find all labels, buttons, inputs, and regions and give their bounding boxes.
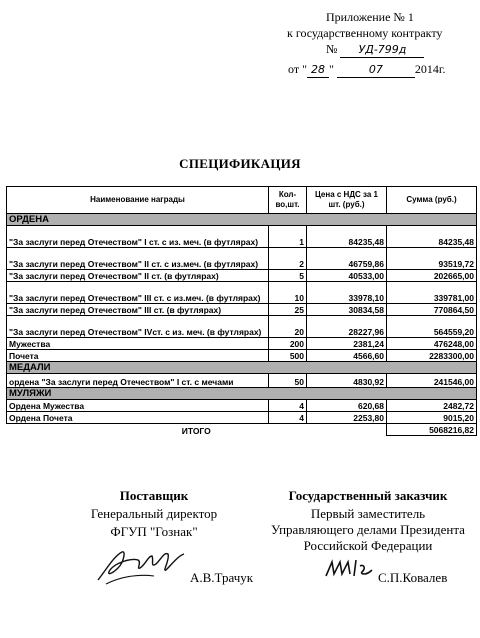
sum-cell: 476248,00 [387, 338, 477, 350]
column-header: Цена с НДС за 1 шт. (руб.) [307, 187, 387, 214]
date-year: 2014г. [414, 62, 446, 76]
award-name-cell: "За заслуги перед Отечеством" I ст. с из. меч. (в футлярах) [7, 226, 269, 248]
qty-cell: 4 [269, 400, 307, 412]
section-label: МУЛЯЖИ [7, 388, 477, 400]
document-title: СПЕЦИФИКАЦИЯ [179, 156, 301, 171]
customer-country: Российской Федерации [303, 538, 433, 553]
table-row [7, 400, 477, 412]
date-month: 07 [337, 63, 415, 78]
qty-cell: 200 [269, 338, 307, 350]
section-row [7, 362, 477, 374]
sum-cell: 84235,48 [387, 226, 477, 248]
table-row [7, 270, 477, 282]
price-cell: 40533,00 [307, 270, 387, 282]
award-name-cell: "За заслуги перед Отечеством" III ст. (в футлярах) [7, 304, 269, 316]
sum-cell: 770864,50 [387, 304, 477, 316]
price-cell: 30834,58 [307, 304, 387, 316]
customer-office: Управляющего делами Президента [271, 522, 465, 537]
award-name-cell: Почета [7, 350, 269, 362]
price-cell: 2381,24 [307, 338, 387, 350]
table-row [7, 304, 477, 316]
award-name-cell: Ордена Почета [7, 412, 269, 424]
table-row [7, 350, 477, 362]
table-row [7, 226, 477, 248]
price-cell: 84235,48 [307, 226, 387, 248]
column-header: Наименование награды [7, 187, 269, 214]
table-row [7, 282, 477, 304]
customer-signature [322, 556, 386, 582]
supplier-block [64, 488, 244, 540]
price-cell: 4566,60 [307, 350, 387, 362]
award-name-cell: "За заслуги перед Отечеством" II ст. (в футлярах) [7, 270, 269, 282]
qty-cell: 20 [269, 316, 307, 338]
price-cell: 46759,86 [307, 248, 387, 270]
supplier-signature [92, 546, 196, 588]
award-name-cell: ордена "За заслуги перед Отечеством" I ст. с мечами [7, 374, 269, 388]
table-header-row [7, 187, 477, 214]
total-value: 5068216,82 [387, 424, 477, 436]
date-day: 28 [307, 63, 329, 78]
supplier-heading: Поставщик [119, 488, 189, 503]
section-label: МЕДАЛИ [7, 362, 477, 374]
table-row [7, 316, 477, 338]
contract-date-line [288, 62, 445, 78]
price-cell: 4830,92 [307, 374, 387, 388]
section-label: ОРДЕНА [7, 214, 477, 226]
award-name-cell: "За заслуги перед Отечеством" III ст. с из.меч. (в футлярах) [7, 282, 269, 304]
award-name-cell: Мужества [7, 338, 269, 350]
sum-cell: 339781,00 [387, 282, 477, 304]
table-row [7, 374, 477, 388]
qty-cell: 2 [269, 248, 307, 270]
award-name-cell: "За заслуги перед Отечеством" II ст. с из.меч. (в футлярах) [7, 248, 269, 270]
price-cell: 2253,80 [307, 412, 387, 424]
table-row [7, 338, 477, 350]
qty-cell: 10 [269, 282, 307, 304]
supplier-position: Генеральный директор [90, 506, 218, 521]
qty-cell: 50 [269, 374, 307, 388]
qty-cell: 1 [269, 226, 307, 248]
sum-cell: 564559,20 [387, 316, 477, 338]
customer-signer: С.П.Ковалев [378, 570, 448, 585]
sum-cell: 93519,72 [387, 248, 477, 270]
supplier-signer: А.В.Трачук [190, 570, 254, 585]
price-cell: 28227,96 [307, 316, 387, 338]
number-sign: № [326, 42, 338, 56]
qty-cell: 5 [269, 270, 307, 282]
price-cell: 620,68 [307, 400, 387, 412]
contract-number-line [326, 42, 424, 58]
section-row [7, 214, 477, 226]
sum-cell: 241546,00 [387, 374, 477, 388]
contract-number: УД-799д [340, 43, 424, 58]
qty-cell: 500 [269, 350, 307, 362]
qty-cell: 25 [269, 304, 307, 316]
specification-table [6, 186, 477, 436]
customer-heading: Государственный заказчик [288, 488, 448, 503]
supplier-organization: ФГУП "Гознак" [110, 524, 198, 539]
price-cell: 33978,10 [307, 282, 387, 304]
qty-cell: 4 [269, 412, 307, 424]
date-quote: " [328, 62, 334, 76]
contract-reference: к государственному контракту [287, 26, 443, 40]
section-row [7, 388, 477, 400]
sum-cell: 202665,00 [387, 270, 477, 282]
award-name-cell: "За заслуги перед Отечеством" IVст. с из. меч. (в футлярах) [7, 316, 269, 338]
award-name-cell: Ордена Мужества [7, 400, 269, 412]
column-header: Кол-во,шт. [269, 187, 307, 214]
sum-cell: 2482,72 [387, 400, 477, 412]
customer-block [268, 488, 468, 554]
date-prefix: от " [288, 62, 307, 76]
total-row [7, 424, 477, 436]
customer-position: Первый заместитель [310, 506, 426, 521]
sum-cell: 2283300,00 [387, 350, 477, 362]
column-header: Сумма (руб.) [387, 187, 477, 214]
appendix-title: Приложение № 1 [326, 10, 414, 24]
sum-cell: 9015,20 [387, 412, 477, 424]
total-label: ИТОГО [181, 425, 211, 436]
table-row [7, 248, 477, 270]
table-row [7, 412, 477, 424]
